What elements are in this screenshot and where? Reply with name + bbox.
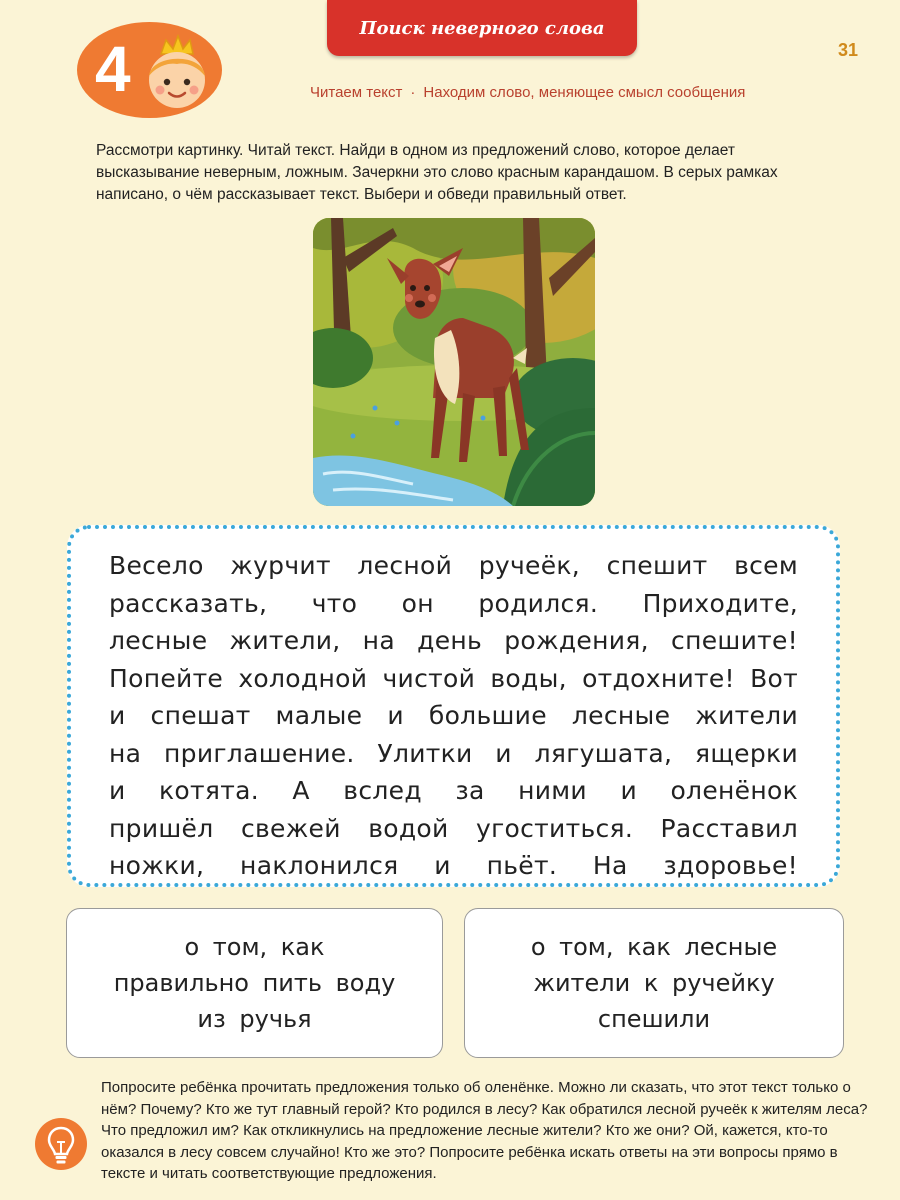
story-line: лесные жители, на день рождения, спешите! bbox=[109, 626, 798, 655]
lesson-number: 4 bbox=[95, 33, 131, 105]
story-line: пришёл свежей водой угоститься. Расставил bbox=[109, 813, 798, 843]
story-line: ножки, наклонился и пьёт. На здоровье! bbox=[109, 851, 798, 880]
answer-line: жители к ручейку bbox=[533, 969, 775, 997]
answer-line: о том, как лесные bbox=[530, 933, 778, 961]
answer-option-forest-dwellers[interactable] bbox=[464, 908, 844, 1058]
task-instructions: Рассмотри картинку. Читай текст. Найди в одном из предложений слово, которое делает высказывание неверным, ложным. Зачеркни это слово красным карандашом. В серых рамках написано, о чём рассказывает текст. Выбери и обведи правильный ответ. bbox=[96, 142, 778, 203]
story-line: рассказать, что он родился. Приходите, bbox=[109, 588, 798, 618]
skill-find-word: Находим слово, меняющее смысл сообщения bbox=[423, 84, 746, 101]
page-number: 31 bbox=[838, 40, 859, 60]
skill-read-text: Читаем текст bbox=[310, 84, 403, 101]
answer-option-drinking-water[interactable] bbox=[66, 908, 443, 1058]
answer-line: о том, как bbox=[184, 933, 325, 961]
story-line: на приглашение. Улитки и лягушата, ящерки bbox=[109, 738, 798, 768]
answer-line: из ручья bbox=[197, 1005, 312, 1033]
story-line: Попейте холодной чистой воды, отдохните! Вот bbox=[109, 663, 798, 693]
story-text bbox=[109, 547, 798, 885]
parent-tip-text: Попросите ребёнка прочитать предложения только об оленёнке. Можно ли сказать, что этот текст только о нём? Почему? Кто же тут главный герой? Кто родился в лесу? Как обратился лесной ручеёк к жителям леса? Что предложил им? Как откликнулись на предложение лесные жители? Кто же они? Ой, кажется, кто-то оказался в лесу совсем случайно! Кто же это? Попросите ребёнка искать ответы на эти вопросы прямо в тексте и читать соответствующие предложения. bbox=[101, 1079, 868, 1183]
answer-line: спешили bbox=[597, 1005, 711, 1033]
story-line: Весело журчит лесной ручеёк, спешит всем bbox=[109, 551, 798, 580]
forest-fawn-image bbox=[313, 218, 595, 506]
story-text-box bbox=[67, 525, 840, 887]
fawn-illustration bbox=[313, 218, 595, 506]
skills-separator: · bbox=[410, 84, 416, 101]
lightbulb-icon bbox=[35, 1118, 87, 1170]
child-face-icon bbox=[133, 32, 217, 116]
header-banner bbox=[327, 0, 637, 56]
story-line: и котята. А вслед за ними и оленёнок bbox=[109, 776, 798, 805]
story-line: и спешат малые и большие лесные жители bbox=[109, 701, 798, 730]
lesson-badge bbox=[77, 22, 222, 118]
skills-line bbox=[310, 84, 745, 101]
header-title: Поиск неверного слова bbox=[359, 17, 605, 39]
answer-line: правильно пить воду bbox=[113, 969, 396, 997]
